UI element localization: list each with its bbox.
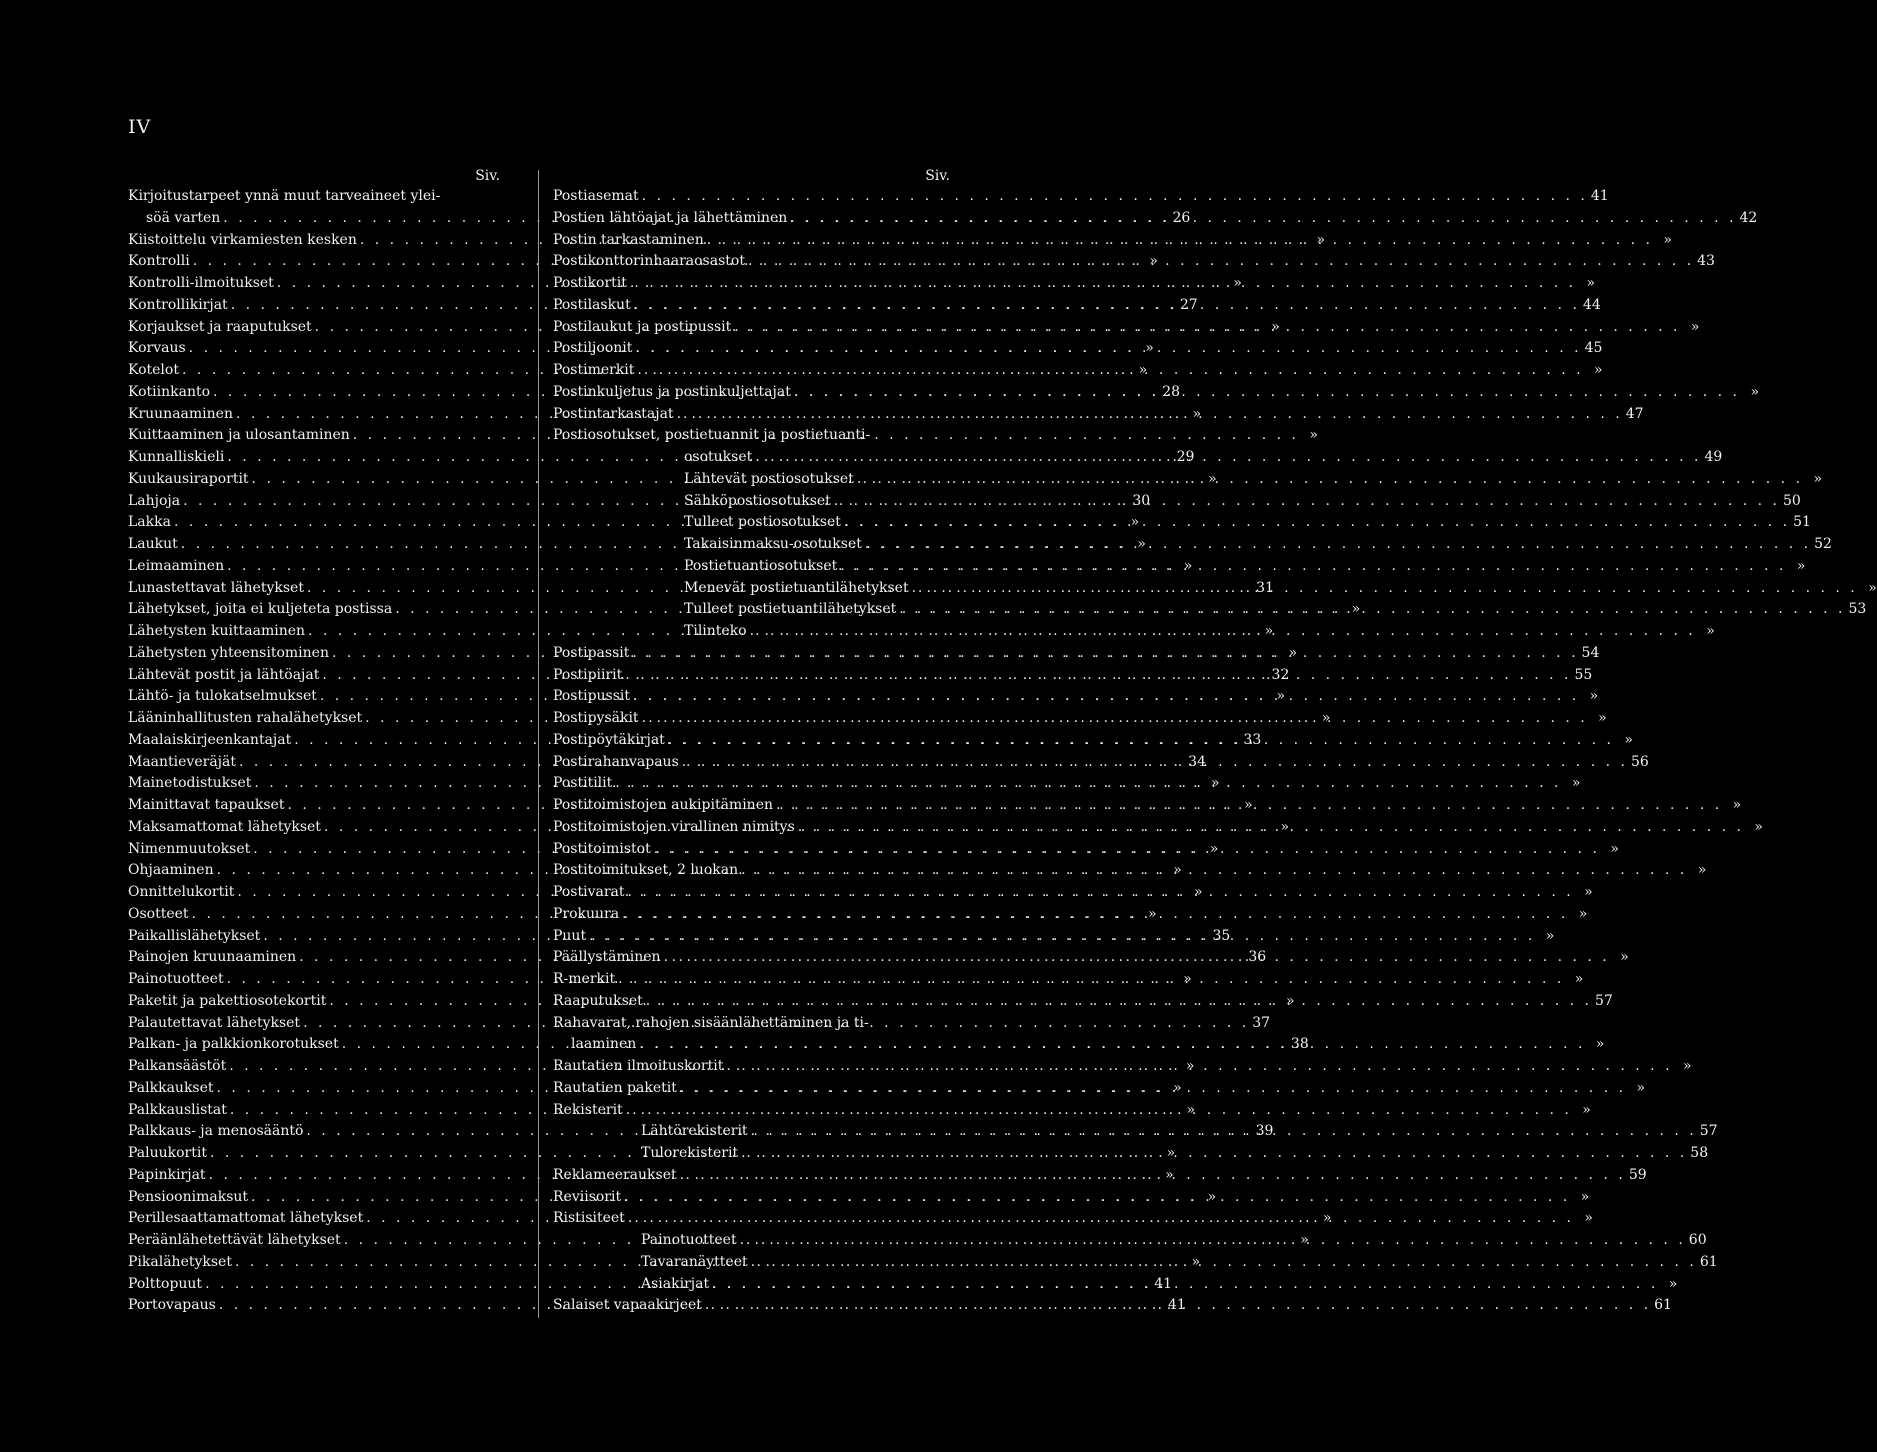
entry-label: Puut [553, 927, 587, 944]
entry-page: 33 [1243, 731, 1262, 748]
entry-label: Lääninhallitusten rahalähetykset [128, 710, 363, 726]
entry-label: Postiljoonit [553, 340, 633, 357]
index-entry [553, 599, 1867, 621]
entry-page: 50 [1783, 492, 1801, 509]
page-column-header: Siv. [475, 168, 500, 184]
entry-page: 57 [1594, 992, 1613, 1009]
entry-label: Kotiinkanto [128, 383, 211, 400]
entry-label: Leimaaminen [128, 557, 225, 574]
entry-label: Kruunaaminen [128, 405, 233, 422]
dot-leader [642, 708, 1588, 730]
page-number: IV [128, 116, 152, 138]
index-entry [553, 773, 1581, 795]
entry-label: Rautatien paketit [553, 1079, 677, 1096]
dot-leader [634, 295, 1580, 317]
dot-leader [680, 1078, 1626, 1100]
entry-label: Paketit ja pakettiosotekortit [128, 992, 327, 1009]
entry-label: Rekisterit [553, 1101, 623, 1118]
entry-page: 35 [1212, 927, 1231, 944]
entry-label: Lähetysten yhteensitominen [128, 644, 329, 661]
index-entry [553, 186, 1609, 208]
entry-label: Ristisiteet [553, 1210, 625, 1227]
index-entry [553, 1230, 1707, 1252]
dot-leader [680, 1165, 1626, 1187]
entry-page: 51 [1793, 514, 1811, 531]
entry-page: » [1264, 623, 1274, 639]
entry-page: » [1754, 818, 1763, 835]
entry-label: Lähtö- ja tulokatselmukset [128, 688, 317, 705]
entry-page: » [1173, 1079, 1182, 1096]
entry-label: Papinkirjat [128, 1166, 206, 1183]
entry-page: 59 [1628, 1166, 1647, 1183]
entry-page: » [1138, 362, 1148, 378]
entry-label: Onnittelukortit [128, 884, 235, 900]
entry-page: » [1233, 275, 1242, 291]
dot-leader [912, 578, 1858, 600]
entry-label: Postitoimistojen aukipitäminen [553, 797, 773, 813]
entry-page: 37 [1252, 1014, 1271, 1031]
entry-label: Palkkaus- ja menosääntö [128, 1123, 304, 1140]
entry-page: 58 [1690, 1145, 1709, 1161]
entry-page: 54 [1581, 644, 1600, 661]
entry-page: 57 [1699, 1123, 1718, 1140]
entry-label: Peräänlähetettävät lähetykset [128, 1232, 341, 1248]
entry-page: » [1706, 623, 1715, 639]
index-entry [553, 991, 1613, 1013]
entry-label: Ohjaaminen [128, 862, 214, 879]
entry-label: Tulleet postietuantilähetykset [684, 601, 897, 618]
entry-page: » [1209, 840, 1219, 857]
index-entry [553, 556, 1806, 578]
entry-page: » [1285, 992, 1295, 1009]
entry-page: 53 [1848, 601, 1867, 618]
entry-page: 44 [1582, 296, 1601, 313]
entry-page: » [1271, 318, 1280, 335]
dot-leader [899, 599, 1845, 621]
entry-label: Prokuura [553, 905, 620, 922]
entry-label: Palkkaukset [128, 1079, 214, 1096]
dot-leader [741, 860, 1687, 882]
entry-label: Osotteet [128, 905, 189, 922]
entry-label: Tulorekisterit [641, 1145, 739, 1161]
entry-label: Postipiirit [553, 666, 623, 683]
entry-page: 41 [1154, 1275, 1173, 1292]
entry-label: Mainittavat tapaukset [128, 797, 285, 813]
entry-label: Postiosotukset, postietuannit ja postietuanti- [553, 427, 871, 444]
dot-leader [748, 251, 1694, 273]
entry-label: Postietuantiosotukset [684, 557, 838, 574]
entry-label: Postien lähtöajat ja lähettäminen [553, 209, 788, 226]
entry-label: Postilaskut [553, 296, 631, 313]
entry-page: » [1210, 775, 1220, 792]
index-entry [553, 621, 1715, 643]
entry-page: 29 [1176, 449, 1195, 465]
entry-label: Perillesaattamattomat lähetykset [128, 1210, 364, 1227]
dot-leader [642, 186, 1588, 208]
entry-label: Maantieveräjät [128, 753, 236, 770]
entry-page: » [1183, 971, 1192, 987]
index-entry [553, 1165, 1647, 1187]
dot-leader [625, 665, 1571, 687]
entry-label: Rautatien ilmoituskortit [553, 1058, 724, 1074]
index-entry [553, 1100, 1591, 1122]
entry-page: » [1545, 927, 1555, 944]
entry-label: Lähetysten kuittaaminen [128, 623, 306, 639]
entry-page: 31 [1256, 579, 1274, 596]
entry-label: Painotuotteet [128, 971, 224, 987]
entry-label: Paluukortit [128, 1145, 207, 1161]
entry-label: Postimerkit [553, 362, 635, 378]
entry-label: Tavaranäytteet [641, 1253, 748, 1270]
index-entry [553, 1208, 1593, 1230]
entry-label: Päällystäminen [553, 949, 661, 966]
index-entry [553, 817, 1763, 839]
dot-leader [734, 317, 1680, 339]
entry-label: Kotelot [128, 362, 179, 378]
dot-leader [707, 230, 1653, 252]
index-entry [553, 425, 950, 447]
index-entry [553, 643, 1600, 665]
entry-label: Paikallislähetykset [128, 927, 261, 944]
entry-label: Salaiset vapaakirjeet [553, 1297, 702, 1314]
entry-page: » [1351, 601, 1361, 618]
dot-leader [626, 1100, 1572, 1122]
entry-label: Korvaus [128, 340, 186, 357]
entry-page: » [1309, 427, 1318, 444]
entry-label: Lakka [128, 514, 171, 531]
entry-page: 55 [1574, 666, 1593, 683]
dot-leader [750, 621, 1696, 643]
index-entry [553, 251, 1715, 273]
entry-page: » [1165, 1166, 1174, 1183]
dot-leader [677, 404, 1623, 426]
entry-label: Postipöytäkirjat [553, 731, 665, 748]
dot-leader [857, 469, 1803, 491]
entry-page: » [1173, 862, 1182, 879]
entry-page: 34 [1188, 753, 1206, 770]
entry-page: » [1149, 253, 1158, 270]
dot-leader [751, 1121, 1697, 1143]
index-entry [553, 708, 1607, 730]
dot-leader [646, 991, 1592, 1013]
entry-page: » [1574, 971, 1584, 987]
entry-page: 47 [1625, 405, 1644, 422]
entry-page: 61 [1654, 1297, 1672, 1314]
entry-label: Palautettavat lähetykset [128, 1014, 301, 1031]
index-entry [553, 795, 1742, 817]
entry-page: » [1580, 1188, 1590, 1205]
entry-label: Kuittaaminen ja ulosantaminen [128, 427, 350, 444]
entry-page: » [1732, 797, 1742, 813]
dot-leader [628, 882, 1574, 904]
entry-label: Postilaukut ja postipussit [553, 318, 732, 335]
entry-label: Kuukausiraportit [128, 470, 249, 487]
dot-leader [615, 773, 1561, 795]
entry-label: Reviisorit [553, 1188, 622, 1205]
dot-leader [865, 534, 1811, 556]
index-entry [553, 404, 1644, 426]
index-entry [553, 882, 1593, 904]
entry-label: söä varten [146, 209, 221, 226]
entry-label: Postikonttorinhaaraosastot [553, 253, 745, 270]
index-entry [553, 686, 1599, 708]
dot-leader [618, 969, 1564, 991]
entry-label: Maksamattomat lähetykset [128, 818, 321, 835]
index-entry [553, 1078, 1646, 1100]
entry-page: 43 [1697, 253, 1715, 270]
index-entry [553, 839, 1619, 861]
entry-page: » [1690, 318, 1700, 335]
entry-page: » [1571, 775, 1581, 792]
entry-page: » [1192, 405, 1202, 422]
entry-page: 38 [1290, 1036, 1309, 1053]
entry-page: » [1589, 688, 1599, 705]
entry-page: 42 [1739, 209, 1758, 226]
entry-label: Postirahanvapaus [553, 753, 679, 770]
entry-page: 61 [1699, 1253, 1718, 1270]
entry-page: » [1244, 797, 1253, 813]
entry-label: Korjaukset ja raaputukset [128, 318, 312, 335]
index-entry [553, 1187, 1590, 1209]
index-entry [553, 534, 1832, 556]
entry-page: » [1166, 1145, 1176, 1161]
dot-leader [624, 1187, 1570, 1209]
entry-page: » [1276, 688, 1286, 705]
entry-page: 60 [1688, 1232, 1707, 1248]
dot-leader [654, 839, 1600, 861]
entry-page: » [1586, 275, 1596, 291]
dot-leader [790, 208, 1736, 230]
entry-page: » [1595, 1036, 1605, 1053]
entry-page: » [1620, 949, 1629, 966]
entry-page: » [1610, 840, 1619, 857]
entry-page: 52 [1814, 536, 1832, 552]
index-entry [553, 512, 1811, 534]
dot-leader [637, 360, 1583, 382]
entry-page: 39 [1255, 1123, 1274, 1140]
entry-page: 32 [1271, 666, 1290, 683]
entry-label: Palkkauslistat [128, 1101, 227, 1118]
entry-label: Lähetykset, joita ei kuljeteta postissa [128, 601, 393, 618]
entry-page: » [1578, 905, 1588, 922]
dot-leader [635, 338, 1581, 360]
entry-label: Postinkuljetus ja postinkuljettajat [553, 383, 791, 400]
entry-label: Kontrollikirjat [128, 296, 228, 313]
entry-page: » [1594, 362, 1603, 378]
entry-label: Kirjoitustarpeet ynnä muut tarveaineet ylei- [128, 188, 441, 204]
entry-label: Postipussit [553, 688, 631, 705]
dot-leader [776, 795, 1722, 817]
entry-label: Tulleet postiosotukset [684, 514, 841, 531]
index-entry [553, 317, 1700, 339]
entry-page: 30 [1132, 492, 1151, 509]
entry-label: Takaisinmaksu-osotukset [684, 536, 862, 552]
entry-label: Postipysäkit [553, 710, 639, 726]
entry-label: Lahjoja [128, 492, 181, 509]
index-entry [553, 1143, 1709, 1165]
entry-page: » [1750, 383, 1760, 400]
dot-leader [630, 273, 1576, 295]
entry-page: » [1208, 470, 1217, 487]
entry-page: » [1207, 1188, 1217, 1205]
index-entry [553, 230, 1672, 252]
column-divider [538, 170, 539, 1318]
index-entry [553, 904, 1588, 926]
entry-label: Pensioonimaksut [128, 1188, 249, 1205]
entry-label: Mainetodistukset [128, 775, 252, 792]
entry-page: » [1868, 579, 1877, 596]
entry-label: Menevät postietuantilähetykset [684, 579, 909, 596]
entry-page: » [1796, 557, 1806, 574]
dot-leader [712, 1274, 1658, 1296]
entry-label: Laukut [128, 536, 178, 552]
dot-leader [844, 512, 1790, 534]
dot-leader [705, 1295, 1651, 1317]
entry-label: Pikalähetykset [128, 1253, 232, 1270]
entry-label: Lähtevät postiosotukset [684, 470, 854, 487]
dot-leader [632, 643, 1578, 665]
entry-label: Postitoimistojen virallinen nimitys [553, 818, 795, 835]
entry-label: R-merkit [553, 971, 616, 987]
entry-page: 28 [1162, 383, 1181, 400]
entry-page: » [1584, 884, 1593, 900]
entry-label: Asiakirjat [641, 1275, 710, 1292]
entry-page: 45 [1584, 340, 1603, 357]
entry-page: 27 [1179, 296, 1198, 313]
entry-page: » [1183, 557, 1193, 574]
entry-page: » [1584, 1210, 1593, 1227]
entry-label: Palkan- ja palkkionkorotukset [128, 1036, 339, 1053]
entry-label: Lunastettavat lähetykset [128, 579, 304, 596]
entry-page: 49 [1704, 449, 1723, 465]
entry-label: Raaputukset [553, 992, 643, 1009]
dot-leader [794, 382, 1740, 404]
entry-label: Painotuotteet [641, 1232, 737, 1248]
entry-label: Portovapaus [128, 1297, 216, 1314]
entry-page: » [1624, 731, 1633, 748]
index-entry [553, 273, 1596, 295]
entry-page: 41 [1590, 188, 1609, 204]
dot-leader [751, 1252, 1697, 1274]
dot-leader [740, 1230, 1686, 1252]
index-entry [553, 969, 1584, 991]
entry-page: » [1582, 1101, 1591, 1118]
entry-page: » [1186, 1101, 1196, 1118]
entry-page: » [1668, 1275, 1678, 1292]
entry-page: » [1598, 710, 1607, 726]
entry-page: » [1813, 470, 1823, 487]
entry-label: Sähköpostiosotukset [684, 492, 831, 509]
entry-label: laaminen [571, 1036, 637, 1053]
entry-page: » [1288, 644, 1298, 661]
entry-page: » [1322, 1210, 1332, 1227]
index-entry [553, 1013, 950, 1035]
index-entry [553, 1252, 1718, 1274]
entry-label: Postipassit [553, 644, 630, 661]
entry-label: Reklameeraukset [553, 1166, 677, 1183]
dot-leader [755, 447, 1701, 469]
entry-page: » [1145, 340, 1154, 357]
entry-page: » [1321, 710, 1331, 726]
index-entry [553, 360, 1603, 382]
dot-leader [840, 556, 1786, 578]
dot-leader [633, 686, 1579, 708]
dot-leader [589, 926, 1535, 948]
entry-page: » [1697, 862, 1707, 879]
entry-label: Kontrolli [128, 253, 190, 270]
entry-label: Lähtevät postit ja lähtöajat [128, 666, 320, 683]
entry-label: Tilinteko [684, 623, 747, 639]
entry-label: Lähtörekisterit [641, 1123, 748, 1140]
entry-label: Postin tarkastaminen [553, 231, 704, 248]
index-entry [553, 338, 1603, 360]
dot-leader [798, 817, 1744, 839]
index-entry [553, 469, 1823, 491]
entry-page: » [1316, 231, 1326, 248]
entry-label: Maalaiskirjeenkantajat [128, 731, 292, 748]
entry-label: Postikortit [553, 275, 627, 291]
entry-page: » [1636, 1079, 1646, 1096]
dot-leader [668, 730, 1614, 752]
entry-page: » [1130, 514, 1140, 531]
entry-label: Kiistoittelu virkamiesten kesken [128, 231, 357, 248]
entry-label: Kunnalliskieli [128, 449, 225, 465]
entry-label: Painojen kruunaaminen [128, 949, 297, 966]
entry-label: Kontrolli-ilmoitukset [128, 275, 274, 291]
entry-label: Postitoimitukset, 2 luokan [553, 862, 739, 879]
entry-page: » [1193, 884, 1203, 900]
entry-label: osotukset [684, 449, 753, 465]
entry-page: » [1300, 1232, 1309, 1248]
dot-leader [682, 752, 1628, 774]
dot-leader [834, 491, 1780, 513]
entry-label: Nimenmuutokset [128, 840, 251, 857]
index-entry [553, 860, 1707, 882]
entry-page: 56 [1630, 753, 1649, 770]
entry-page: » [1280, 818, 1290, 835]
entry-page: » [1191, 1253, 1201, 1270]
dot-leader [726, 1056, 1672, 1078]
entry-page: » [1663, 231, 1672, 248]
entry-page: 26 [1172, 209, 1191, 226]
page-column-header: Siv. [925, 168, 950, 184]
entry-page: » [1148, 905, 1157, 922]
entry-label: Polttopuut [128, 1275, 203, 1292]
dot-leader [639, 1034, 1585, 1056]
entry-page: » [1682, 1058, 1692, 1074]
entry-page: 41 [1167, 1297, 1186, 1314]
entry-label: Postintarkastajat [553, 405, 674, 422]
dot-leader [664, 947, 1610, 969]
entry-page: » [1137, 536, 1146, 552]
index-entry [128, 186, 500, 208]
entry-label: Palkansäästöt [128, 1058, 227, 1074]
index-entry [553, 1056, 1692, 1078]
dot-leader [622, 904, 1568, 926]
dot-leader [741, 1143, 1687, 1165]
entry-label: Postivarat [553, 884, 625, 900]
entry-label: Postitilit [553, 775, 613, 792]
entry-page: » [1185, 1058, 1195, 1074]
entry-label: Postiasemat [553, 188, 639, 204]
entry-label: Postitoimistot [553, 840, 651, 857]
dot-leader [628, 1208, 1574, 1230]
entry-label: Rahavarat, rahojen sisäänlähettäminen ja ti- [553, 1014, 869, 1031]
entry-page: 36 [1248, 949, 1267, 966]
